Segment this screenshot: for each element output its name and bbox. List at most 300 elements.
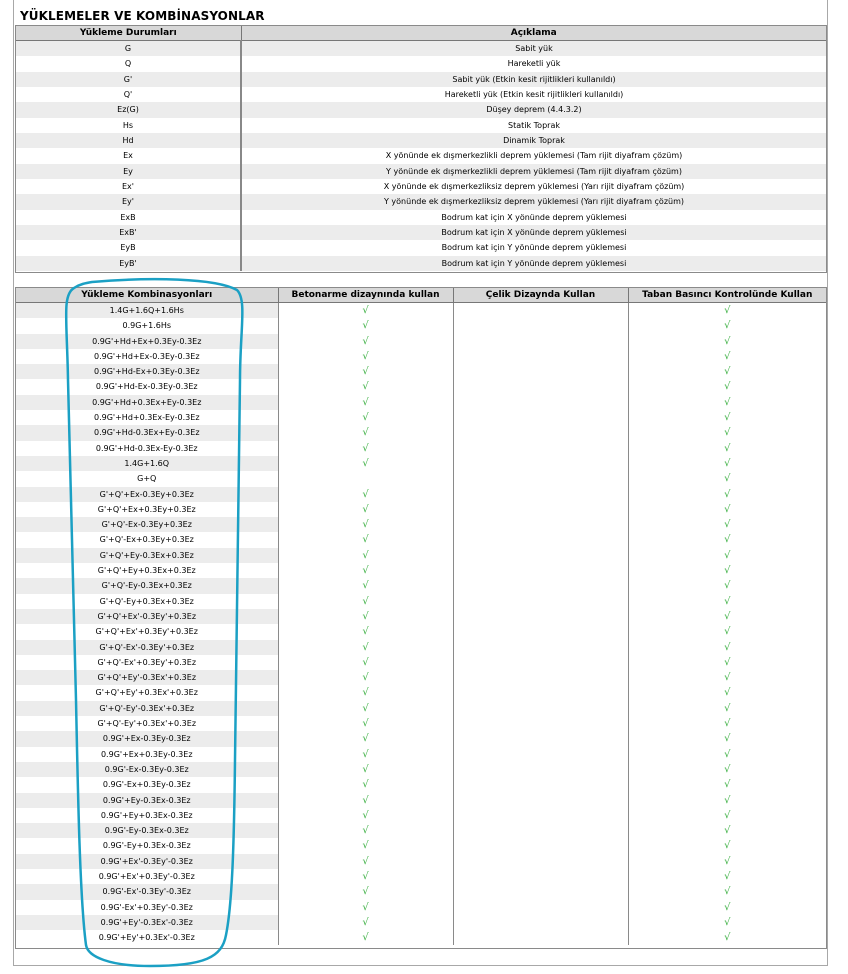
header-steel: Çelik Dizaynda Kullan [453,288,628,303]
check-mark-icon: √ [724,335,731,347]
combination-row [16,884,826,899]
check-mark-icon: √ [724,840,731,852]
base-pressure-cell [628,563,826,578]
check-mark-icon: √ [362,794,369,806]
check-mark-icon: √ [362,366,369,378]
check-mark-icon: √ [362,335,369,347]
check-mark-icon: √ [724,473,731,485]
combination-name: 0.9G'+Ex'+0.3Ey'-0.3Ez [16,869,278,884]
check-mark-icon: √ [724,488,731,500]
combination-row [16,655,826,670]
combination-name: 0.9G'-Ey-0.3Ex-0.3Ez [16,823,278,838]
reinforced-concrete-cell [278,884,453,899]
check-mark-icon: √ [362,396,369,408]
steel-cell [453,838,628,853]
base-pressure-cell [628,532,826,547]
combination-name: 0.9G'-Ex'-0.3Ey'-0.3Ez [16,884,278,899]
load-case-description: Hareketli yük [507,59,561,69]
load-cases-table [16,26,826,271]
check-mark-icon: √ [724,350,731,362]
load-case-description: Bodrum kat için X yönünde deprem yüklemesi [441,212,627,222]
load-case-row [16,41,826,57]
reinforced-concrete-cell [278,609,453,624]
combination-row [16,624,826,639]
base-pressure-cell [628,869,826,884]
combination-name: 1.4G+1.6Q [16,456,278,471]
reinforced-concrete-cell [278,670,453,685]
load-case-description: Düşey deprem (4.4.3.2) [241,102,826,117]
combination-row [16,808,826,823]
base-pressure-cell [628,578,826,593]
reinforced-concrete-cell [278,854,453,869]
load-case-row [16,240,826,255]
check-mark-icon: √ [362,932,369,944]
combination-name: 0.9G'+Hd+0.3Ex-Ey-0.3Ez [16,410,278,425]
header-description: Açıklama [241,26,826,41]
load-case-code: Hs [16,118,241,133]
load-case-description: Y yönünde ek dışmerkezlikli deprem yüklemesi (Tam rijit diyafram çözüm) [241,164,826,179]
check-mark-icon: √ [724,763,731,775]
reinforced-concrete-cell [278,563,453,578]
load-case-description: Bodrum kat için X yönünde deprem yüklemesi [241,225,826,240]
combination-row [16,793,826,808]
check-mark-icon: √ [362,855,369,867]
combination-row [16,425,826,440]
combination-row [16,930,826,945]
load-case-row [16,102,826,117]
check-mark-icon: √ [724,427,731,439]
load-case-code: Hd [16,133,241,148]
reinforced-concrete-cell [278,425,453,440]
combination-name: G'+Q'-Ex+0.3Ey+0.3Ez [16,532,278,547]
combination-name: G'+Q'+Ex'-0.3Ey'+0.3Ez [16,609,278,624]
load-case-row [16,87,826,102]
load-case-description: X yönünde ek dışmerkezliksiz deprem yüklemesi (Yarı rijit diyafram çözüm) [383,182,685,192]
combination-row [16,838,826,853]
base-pressure-cell [628,884,826,899]
check-mark-icon: √ [362,763,369,775]
page-title: YÜKLEMELER VE KOMBİNASYONLAR [20,9,265,23]
combination-row [16,349,826,364]
check-mark-icon: √ [724,641,731,653]
header-load-case: Yükleme Durumları [16,26,241,41]
load-case-code: G [16,41,241,57]
check-mark-icon: √ [724,595,731,607]
base-pressure-cell [628,349,826,364]
combination-row [16,471,826,486]
check-mark-icon: √ [362,702,369,714]
reinforced-concrete-cell [278,487,453,502]
base-pressure-cell [628,318,826,333]
check-mark-icon: √ [724,809,731,821]
reinforced-concrete-cell [278,471,453,486]
steel-cell [453,441,628,456]
reinforced-concrete-cell [278,318,453,333]
steel-cell [453,548,628,563]
check-mark-icon: √ [362,412,369,424]
check-mark-icon: √ [362,488,369,500]
combination-name: 0.9G'+Hd-Ex+0.3Ey-0.3Ez [16,364,278,379]
load-case-description: Bodrum kat için Y yönünde deprem yüklemesi [241,256,826,271]
steel-cell [453,869,628,884]
check-mark-icon: √ [362,457,369,469]
combinations-table [16,288,826,945]
check-mark-icon: √ [724,748,731,760]
combination-name: G'+Q'+Ey'+0.3Ex'+0.3Ez [16,685,278,700]
check-mark-icon: √ [362,503,369,515]
base-pressure-cell [628,716,826,731]
combination-name: G'+Q'-Ey'+0.3Ex'+0.3Ez [16,716,278,731]
reinforced-concrete-cell [278,532,453,547]
combination-row [16,609,826,624]
combination-name: 0.9G'-Ey+0.3Ex-0.3Ez [16,838,278,853]
steel-cell [453,364,628,379]
reinforced-concrete-cell [278,548,453,563]
reinforced-concrete-cell [278,379,453,394]
combination-name: G'+Q'-Ey-0.3Ex+0.3Ez [16,578,278,593]
combination-name: G'+Q'-Ey'-0.3Ex'+0.3Ez [16,701,278,716]
load-case-description: Bodrum kat için Y yönünde deprem yüklemesi [441,243,627,253]
reinforced-concrete-cell [278,364,453,379]
load-case-code: G' [16,72,241,87]
reinforced-concrete-cell [278,823,453,838]
combination-name: 0.9G'+Hd+Ex-0.3Ey-0.3Ez [16,349,278,364]
load-case-row [16,72,826,87]
combination-name: G'+Q'+Ey-0.3Ex+0.3Ez [16,548,278,563]
steel-cell [453,563,628,578]
check-mark-icon: √ [724,779,731,791]
steel-cell [453,594,628,609]
combination-name: 0.9G'+Ey'+0.3Ex'-0.3Ez [16,930,278,945]
reinforced-concrete-cell [278,456,453,471]
steel-cell [453,532,628,547]
check-mark-icon: √ [362,809,369,821]
load-case-row [16,133,826,148]
load-case-row [16,148,826,163]
steel-cell [453,747,628,762]
combination-name: 0.9G'+Hd+0.3Ex+Ey-0.3Ez [16,395,278,410]
combination-row [16,548,826,563]
steel-cell [453,609,628,624]
check-mark-icon: √ [724,305,731,316]
load-case-row [16,256,826,271]
check-mark-icon: √ [724,794,731,806]
reinforced-concrete-cell [278,349,453,364]
combination-row [16,762,826,777]
load-case-code: Q' [16,87,241,102]
steel-cell [453,930,628,945]
check-mark-icon: √ [362,825,369,837]
check-mark-icon: √ [724,718,731,730]
load-case-row [16,118,826,133]
load-case-row [16,179,826,194]
steel-cell [453,716,628,731]
combination-row [16,532,826,547]
combination-row [16,823,826,838]
load-case-code: ExB [16,210,241,225]
reinforced-concrete-cell [278,395,453,410]
check-mark-icon: √ [724,320,731,332]
check-mark-icon: √ [362,748,369,760]
load-case-description: Y yönünde ek dışmerkezliksiz deprem yüklemesi (Yarı rijit diyafram çözüm) [241,194,826,209]
check-mark-icon: √ [362,886,369,898]
reinforced-concrete-cell [278,900,453,915]
reinforced-concrete-cell [278,915,453,930]
load-case-description: Sabit yük [241,41,826,57]
check-mark-icon: √ [724,672,731,684]
base-pressure-cell [628,762,826,777]
reinforced-concrete-cell [278,517,453,532]
reinforced-concrete-cell [278,655,453,670]
check-mark-icon: √ [362,870,369,882]
base-pressure-cell [628,808,826,823]
steel-cell [453,578,628,593]
base-pressure-cell [628,777,826,792]
base-pressure-cell [628,441,826,456]
load-case-row [16,56,826,71]
combination-row [16,640,826,655]
check-mark-icon: √ [362,672,369,684]
combination-row [16,487,826,502]
steel-cell [453,731,628,746]
combination-name: 0.9G'+Hd+Ex+0.3Ey-0.3Ez [16,334,278,349]
combination-name: 1.4G+1.6Q+1.6Hs [16,303,278,319]
check-mark-icon: √ [362,442,369,454]
base-pressure-cell [628,303,826,319]
combination-name: 0.9G'+Ey-0.3Ex-0.3Ez [16,793,278,808]
base-pressure-cell [628,838,826,853]
steel-cell [453,395,628,410]
combination-row [16,900,826,915]
steel-cell [453,854,628,869]
combination-name: G'+Q'+Ey+0.3Ex+0.3Ez [16,563,278,578]
steel-cell [453,349,628,364]
combination-row [16,441,826,456]
reinforced-concrete-cell [278,930,453,945]
reinforced-concrete-cell [278,762,453,777]
check-mark-icon: √ [362,656,369,668]
header-base-pressure: Taban Basıncı Kontrolünde Kullan [628,288,826,303]
base-pressure-cell [628,747,826,762]
load-case-description: Dinamik Toprak [241,133,826,148]
combination-name: G'+Q'-Ex'+0.3Ey'+0.3Ez [16,655,278,670]
steel-cell [453,487,628,502]
base-pressure-cell [628,364,826,379]
base-pressure-cell [628,731,826,746]
reinforced-concrete-cell [278,716,453,731]
check-mark-icon: √ [724,733,731,745]
combination-name: G+Q [16,471,278,486]
base-pressure-cell [628,670,826,685]
check-mark-icon: √ [362,350,369,362]
base-pressure-cell [628,487,826,502]
reinforced-concrete-cell [278,685,453,700]
combination-name: 0.9G'+Ex-0.3Ey-0.3Ez [16,731,278,746]
check-mark-icon: √ [362,687,369,699]
load-case-code: Q [16,56,241,71]
reinforced-concrete-cell [278,731,453,746]
check-mark-icon: √ [724,825,731,837]
combination-name: 0.9G'-Ex'+0.3Ey'-0.3Ez [16,900,278,915]
steel-cell [453,318,628,333]
base-pressure-cell [628,609,826,624]
base-pressure-cell [628,624,826,639]
check-mark-icon: √ [362,733,369,745]
check-mark-icon: √ [724,503,731,515]
steel-cell [453,640,628,655]
steel-cell [453,808,628,823]
steel-cell [453,915,628,930]
header-combination: Yükleme Kombinasyonları [16,288,278,303]
combination-row [16,517,826,532]
reinforced-concrete-cell [278,747,453,762]
load-case-row [16,194,826,209]
check-mark-icon: √ [724,366,731,378]
load-case-code: Ex' [16,179,241,194]
reinforced-concrete-cell [278,640,453,655]
load-cases-panel [15,25,827,273]
base-pressure-cell [628,900,826,915]
base-pressure-cell [628,456,826,471]
steel-cell [453,685,628,700]
base-pressure-cell [628,548,826,563]
load-cases-header-row [16,26,826,41]
check-mark-icon: √ [362,626,369,638]
combination-row [16,578,826,593]
reinforced-concrete-cell [278,777,453,792]
base-pressure-cell [628,594,826,609]
steel-cell [453,517,628,532]
base-pressure-cell [628,685,826,700]
check-mark-icon: √ [724,565,731,577]
base-pressure-cell [628,655,826,670]
base-pressure-cell [628,915,826,930]
check-mark-icon: √ [724,534,731,546]
base-pressure-cell [628,410,826,425]
combination-name: 0.9G'+Ex+0.3Ey-0.3Ez [16,747,278,762]
steel-cell [453,823,628,838]
combination-row [16,410,826,425]
load-case-row [16,164,826,179]
base-pressure-cell [628,701,826,716]
combination-row [16,379,826,394]
combination-row [16,563,826,578]
reinforced-concrete-cell [278,869,453,884]
combination-name: G'+Q'+Ex'+0.3Ey'+0.3Ez [16,624,278,639]
base-pressure-cell [628,425,826,440]
check-mark-icon: √ [724,932,731,944]
steel-cell [453,334,628,349]
load-case-code: ExB' [16,225,241,240]
combination-name: G'+Q'-Ex-0.3Ey+0.3Ez [16,517,278,532]
check-mark-icon: √ [362,840,369,852]
check-mark-icon: √ [362,610,369,622]
check-mark-icon: √ [362,916,369,928]
steel-cell [453,655,628,670]
steel-cell [453,701,628,716]
reinforced-concrete-cell [278,441,453,456]
check-mark-icon: √ [362,779,369,791]
reinforced-concrete-cell [278,624,453,639]
check-mark-icon: √ [724,580,731,592]
base-pressure-cell [628,334,826,349]
check-mark-icon: √ [724,610,731,622]
combination-name: G'+Q'+Ex+0.3Ey+0.3Ez [16,502,278,517]
check-mark-icon: √ [724,519,731,531]
combination-row [16,869,826,884]
check-mark-icon: √ [724,702,731,714]
combination-name: 0.9G'+Hd-0.3Ex-Ey-0.3Ez [16,441,278,456]
base-pressure-cell [628,640,826,655]
combination-row [16,701,826,716]
steel-cell [453,624,628,639]
combination-row [16,747,826,762]
load-case-code: Ex [16,148,241,163]
check-mark-icon: √ [724,855,731,867]
load-case-code: Ey [16,164,241,179]
load-case-code: Ey' [16,194,241,209]
check-mark-icon: √ [362,580,369,592]
steel-cell [453,884,628,899]
load-case-description: Sabit yük (Etkin kesit rijitlikleri kullanıldı) [241,72,826,87]
check-mark-icon: √ [362,427,369,439]
steel-cell [453,502,628,517]
check-mark-icon: √ [724,396,731,408]
combination-name: 0.9G'-Ex+0.3Ey-0.3Ez [16,777,278,792]
check-mark-icon: √ [724,549,731,561]
reinforced-concrete-cell [278,303,453,319]
check-mark-icon: √ [724,687,731,699]
steel-cell [453,471,628,486]
check-mark-icon: √ [362,718,369,730]
combination-name: 0.9G'+Ey'-0.3Ex'-0.3Ez [16,915,278,930]
base-pressure-cell [628,517,826,532]
combination-name: G'+Q'+Ey'-0.3Ex'+0.3Ez [16,670,278,685]
reinforced-concrete-cell [278,594,453,609]
combination-name: 0.9G'-Ex-0.3Ey-0.3Ez [16,762,278,777]
steel-cell [453,900,628,915]
check-mark-icon: √ [362,641,369,653]
load-case-row [16,210,826,225]
reinforced-concrete-cell [278,701,453,716]
combination-name: G'+Q'-Ey+0.3Ex+0.3Ez [16,594,278,609]
check-mark-icon: √ [362,320,369,332]
load-case-description: Statik Toprak [508,120,560,130]
combination-row [16,594,826,609]
check-mark-icon: √ [724,626,731,638]
combination-row [16,685,826,700]
load-case-code: EyB [16,240,241,255]
steel-cell [453,425,628,440]
steel-cell [453,793,628,808]
steel-cell [453,456,628,471]
base-pressure-cell [628,793,826,808]
combination-row [16,303,826,319]
steel-cell [453,379,628,394]
reinforced-concrete-cell [278,334,453,349]
check-mark-icon: √ [362,534,369,546]
reinforced-concrete-cell [278,793,453,808]
base-pressure-cell [628,379,826,394]
steel-cell [453,410,628,425]
combination-name: 0.9G'+Ex'-0.3Ey'-0.3Ez [16,854,278,869]
check-mark-icon: √ [724,870,731,882]
combination-row [16,915,826,930]
check-mark-icon: √ [362,565,369,577]
load-case-row [16,225,826,240]
check-mark-icon: √ [362,305,369,316]
reinforced-concrete-cell [278,502,453,517]
